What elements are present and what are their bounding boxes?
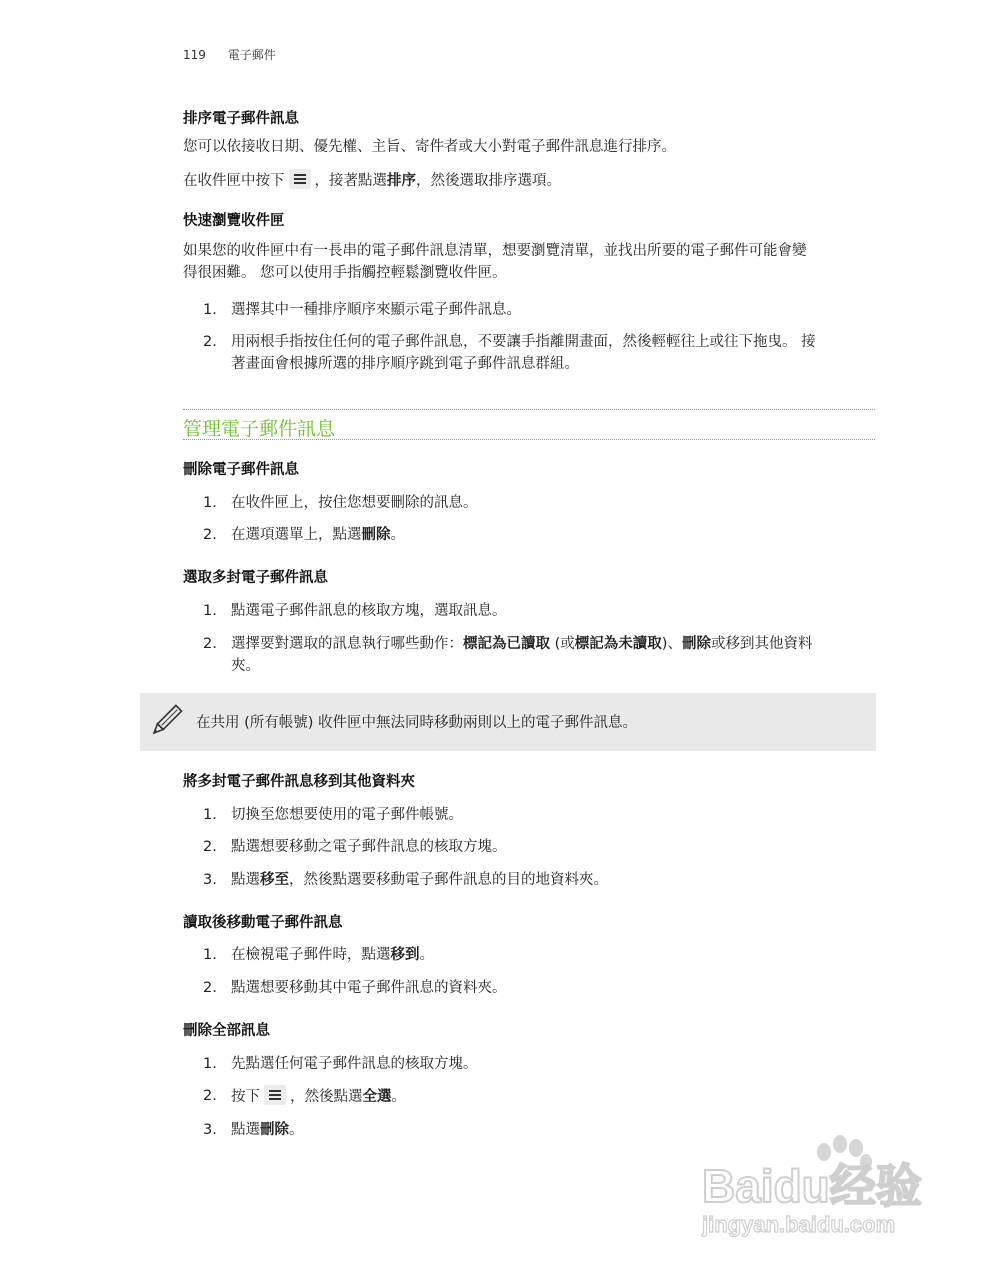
list-text: 在收件匣上，按住您想要刪除的訊息。 [231, 495, 478, 511]
list-item [183, 1085, 875, 1108]
list-text: 點選電子郵件訊息的核取方塊，選取訊息。 [231, 603, 507, 619]
sort-heading: 排序電子郵件訊息 [183, 111, 299, 127]
list-item [183, 633, 875, 677]
list-item [183, 1053, 875, 1075]
pencil-icon [146, 701, 186, 741]
sort-instruction [183, 169, 875, 192]
list-text-line-1: 用兩根手指按住任何的電子郵件訊息，不要讓手指離開畫面，然後輕輕往上或往下拖曳。 接 [231, 334, 816, 350]
list-text-bold: 刪除 [681, 636, 711, 652]
list-item [183, 804, 875, 826]
section-title: 管理電子郵件訊息 [183, 418, 336, 440]
list-item [183, 836, 875, 858]
list-item [183, 600, 875, 622]
list-text-part: 。 [419, 947, 434, 963]
list-text: 點選想要移動其中電子郵件訊息的資料夾。 [231, 980, 507, 996]
list-text: 點選想要移動之電子郵件訊息的核取方塊。 [231, 839, 507, 855]
list-number: 1. [203, 603, 217, 619]
list-text-bold: 刪除 [361, 527, 391, 543]
list-text [231, 1085, 875, 1108]
list-text-part: 。 [289, 1122, 304, 1138]
list-text-bold: 移至 [260, 872, 289, 888]
list-text-part: 。 [391, 1089, 406, 1105]
page-number: 119 [183, 48, 206, 62]
list-text [231, 633, 875, 677]
list-text-bold: 標記為未讀取 [574, 636, 662, 652]
list-number: 3. [203, 872, 217, 888]
list-text-part: ，然後點選要移動電子郵件訊息的目的地資料夾。 [289, 872, 608, 888]
list-item [183, 524, 875, 546]
list-text-line-2: 夾。 [231, 658, 260, 674]
browse-paragraph [183, 240, 875, 284]
sort-instruction-text-2: ，接著點選 [314, 173, 387, 189]
list-item [183, 492, 875, 514]
list-text: 先點選任何電子郵件訊息的核取方塊。 [231, 1056, 478, 1072]
note-box [140, 693, 876, 751]
menu-icon [264, 1085, 286, 1105]
list-number: 2. [203, 636, 217, 652]
list-text-part: (或 [550, 636, 575, 652]
list-number: 1. [203, 495, 217, 511]
list-text-bold: 移到 [390, 947, 420, 963]
list-text-part: 按下 [231, 1089, 260, 1105]
list-text: 選擇其中一種排序順序來顯示電子郵件訊息。 [231, 302, 521, 318]
list-number: 1. [203, 807, 217, 823]
list-text [231, 524, 875, 546]
list-text-part: ，然後點選 [290, 1089, 363, 1105]
delete-heading: 刪除電子郵件訊息 [183, 462, 299, 478]
list-text-part: 。 [390, 527, 405, 543]
sort-instruction-text-1: 在收件匣中按下 [183, 173, 285, 189]
select-multi-heading: 選取多封電子郵件訊息 [183, 570, 328, 586]
sort-instruction-text-3: ，然後選取排序選項。 [416, 173, 561, 189]
list-text [231, 944, 875, 966]
list-number: 3. [203, 1122, 217, 1138]
browse-heading: 快速瀏覽收件匣 [183, 213, 285, 229]
move-multi-heading: 將多封電子郵件訊息移到其他資料夾 [183, 774, 415, 790]
list-text [231, 869, 875, 891]
menu-icon [289, 169, 311, 189]
delete-all-heading: 刪除全部訊息 [183, 1023, 270, 1039]
list-text-line-2: 著畫面會根據所選的排序順序跳到電子郵件訊息群組。 [231, 356, 579, 372]
list-text-bold: 標記為已讀取 [463, 636, 550, 652]
browse-paragraph-line-2: 得很困難。 您可以使用手指觸控輕鬆瀏覽收件匣。 [183, 265, 507, 281]
list-text [231, 331, 875, 375]
list-text-part: 或移到其他資料 [710, 636, 813, 652]
chapter-title: 電子郵件 [227, 48, 276, 62]
list-item [183, 299, 875, 321]
list-text-part: 點選 [231, 1122, 260, 1138]
page-header [183, 46, 294, 63]
list-number: 1. [203, 947, 217, 963]
baidu-watermark [700, 1130, 940, 1240]
note-text: 在共用 (所有帳號) 收件匣中無法同時移動兩則以上的電子郵件訊息。 [196, 715, 638, 731]
list-number: 2. [203, 839, 217, 855]
move-after-read-heading: 讀取後移動電子郵件訊息 [183, 915, 343, 931]
list-number: 2. [203, 1088, 217, 1104]
sort-instruction-bold: 排序 [387, 173, 416, 189]
baidu-paw-logo [700, 1130, 940, 1240]
list-item [183, 944, 875, 966]
list-number: 1. [203, 1056, 217, 1072]
list-number: 2. [203, 980, 217, 996]
list-text-part: 在選項選單上，點選 [231, 527, 362, 543]
sort-paragraph: 您可以依接收日期、優先權、主旨、寄件者或大小對電子郵件訊息進行排序。 [183, 139, 676, 155]
list-item [183, 331, 875, 375]
watermark-text: Baidu经验 [702, 1160, 922, 1212]
list-text-part: )、 [661, 636, 682, 652]
list-number: 2. [203, 527, 217, 543]
list-item [183, 869, 875, 891]
list-text-part: 在檢視電子郵件時，點選 [231, 947, 391, 963]
list-number: 1. [203, 302, 217, 318]
list-text: 切換至您想要使用的電子郵件帳號。 [231, 807, 463, 823]
section-title-bar [183, 409, 875, 440]
list-text-bold: 全選 [362, 1089, 392, 1105]
browse-paragraph-line-1: 如果您的收件匣中有一長串的電子郵件訊息清單，想要瀏覽清單，並找出所要的電子郵件可能會變 [183, 243, 807, 259]
list-item [183, 977, 875, 999]
list-text-bold: 刪除 [260, 1122, 289, 1138]
list-number: 2. [203, 334, 217, 350]
watermark-url: jingyan.baidu.com [702, 1212, 896, 1237]
list-text-part: 點選 [231, 872, 260, 888]
list-text-part: 選擇要對選取的訊息執行哪些動作： [231, 636, 463, 652]
